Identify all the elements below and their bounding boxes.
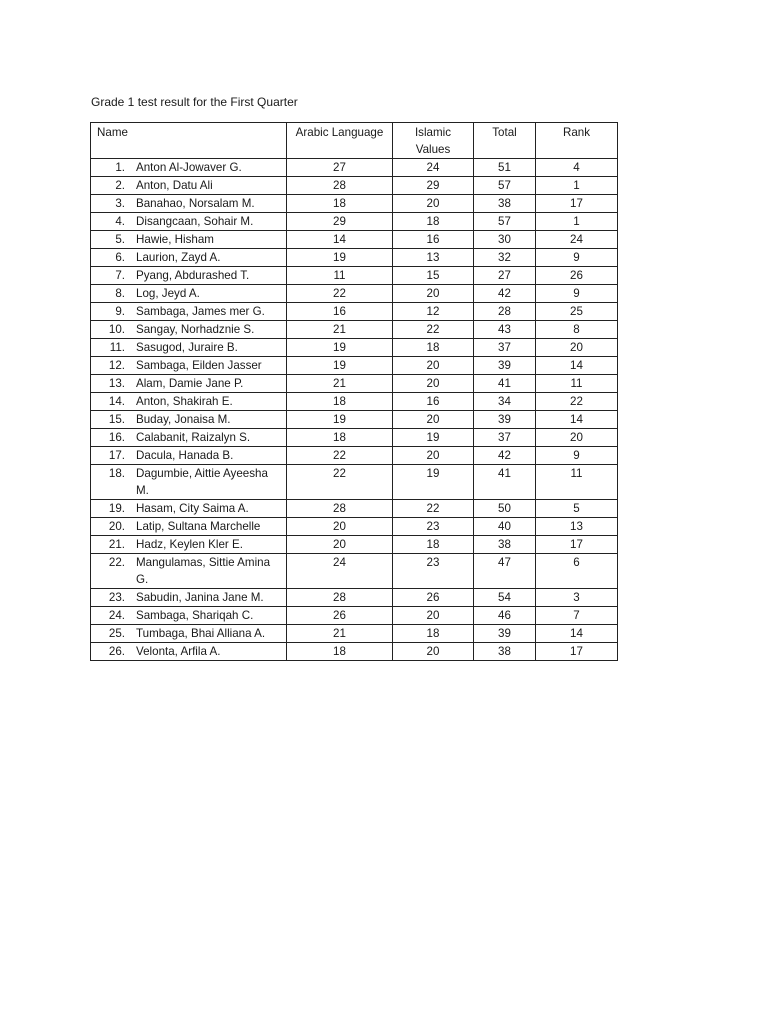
student-name: Pyang, Abdurashed T. <box>136 269 250 282</box>
student-cell <box>91 411 287 429</box>
student-name: Velonta, Arfila A. <box>136 645 221 658</box>
islamic-score-cell: 20 <box>393 411 474 429</box>
rank-cell: 5 <box>536 500 618 518</box>
total-cell: 38 <box>474 536 536 554</box>
rank-cell: 17 <box>536 195 618 213</box>
row-number: 17. <box>108 449 125 462</box>
row-number: 10. <box>108 323 125 336</box>
arabic-score-cell: 20 <box>287 536 393 554</box>
student-name: Latip, Sultana Marchelle <box>136 520 261 533</box>
rank-cell: 1 <box>536 177 618 195</box>
arabic-score-cell: 16 <box>287 303 393 321</box>
table-row <box>91 159 618 177</box>
table-body <box>91 159 618 661</box>
islamic-score-cell: 20 <box>393 375 474 393</box>
total-cell: 57 <box>474 213 536 231</box>
student-cell <box>91 195 287 213</box>
total-cell: 40 <box>474 518 536 536</box>
row-number: 1. <box>115 161 125 174</box>
rank-cell: 1 <box>536 213 618 231</box>
row-number: 2. <box>115 179 125 192</box>
arabic-score-cell: 20 <box>287 518 393 536</box>
rank-cell: 9 <box>536 285 618 303</box>
row-number: 13. <box>108 377 125 390</box>
row-number: 7. <box>115 269 125 282</box>
table-row <box>91 465 618 500</box>
total-cell: 38 <box>474 195 536 213</box>
table-row <box>91 249 618 267</box>
arabic-score-cell: 27 <box>287 159 393 177</box>
row-number: 3. <box>115 197 125 210</box>
rank-cell: 8 <box>536 321 618 339</box>
total-cell: 28 <box>474 303 536 321</box>
student-cell <box>91 607 287 625</box>
total-cell: 37 <box>474 339 536 357</box>
islamic-score-cell: 16 <box>393 393 474 411</box>
table-row <box>91 321 618 339</box>
arabic-score-cell: 18 <box>287 429 393 447</box>
rank-cell: 24 <box>536 231 618 249</box>
student-cell <box>91 357 287 375</box>
student-cell <box>91 589 287 607</box>
total-cell: 30 <box>474 231 536 249</box>
student-cell <box>91 536 287 554</box>
row-number: 24. <box>108 609 125 622</box>
rank-cell: 25 <box>536 303 618 321</box>
table-row <box>91 625 618 643</box>
total-cell: 43 <box>474 321 536 339</box>
header-arabic-language: Arabic Language <box>287 123 393 159</box>
student-cell <box>91 375 287 393</box>
rank-cell: 11 <box>536 375 618 393</box>
student-name: Sabudin, Janina Jane M. <box>136 591 264 604</box>
header-rank: Rank <box>536 123 618 159</box>
student-name: Calabanit, Raizalyn S. <box>136 431 251 444</box>
row-number: 8. <box>115 287 125 300</box>
student-cell <box>91 500 287 518</box>
table-row <box>91 231 618 249</box>
arabic-score-cell: 18 <box>287 393 393 411</box>
row-number: 15. <box>108 413 125 426</box>
student-cell <box>91 159 287 177</box>
table-row <box>91 357 618 375</box>
arabic-score-cell: 26 <box>287 607 393 625</box>
row-number: 5. <box>115 233 125 246</box>
header-row <box>91 123 618 159</box>
total-cell: 51 <box>474 159 536 177</box>
total-cell: 38 <box>474 643 536 661</box>
arabic-score-cell: 14 <box>287 231 393 249</box>
total-cell: 50 <box>474 500 536 518</box>
arabic-score-cell: 19 <box>287 411 393 429</box>
student-cell <box>91 554 287 589</box>
student-name: Log, Jeyd A. <box>136 287 200 300</box>
student-cell <box>91 213 287 231</box>
total-cell: 32 <box>474 249 536 267</box>
islamic-score-cell: 16 <box>393 231 474 249</box>
islamic-score-cell: 20 <box>393 607 474 625</box>
islamic-score-cell: 13 <box>393 249 474 267</box>
arabic-score-cell: 28 <box>287 589 393 607</box>
table-row <box>91 303 618 321</box>
table-row <box>91 589 618 607</box>
table-row <box>91 375 618 393</box>
islamic-score-cell: 26 <box>393 589 474 607</box>
student-cell <box>91 177 287 195</box>
student-cell <box>91 267 287 285</box>
student-name: Sambaga, Shariqah C. <box>136 609 254 622</box>
arabic-score-cell: 21 <box>287 321 393 339</box>
table-row <box>91 607 618 625</box>
table-row <box>91 339 618 357</box>
islamic-score-cell: 12 <box>393 303 474 321</box>
total-cell: 57 <box>474 177 536 195</box>
arabic-score-cell: 18 <box>287 195 393 213</box>
total-cell: 42 <box>474 447 536 465</box>
student-name: Anton Al-Jowaver G. <box>136 161 242 174</box>
total-cell: 54 <box>474 589 536 607</box>
student-name: Hadz, Keylen Kler E. <box>136 538 243 551</box>
student-name: Mangulamas, Sittie Amina G. <box>136 556 271 586</box>
arabic-score-cell: 19 <box>287 339 393 357</box>
arabic-score-cell: 19 <box>287 357 393 375</box>
row-number: 25. <box>108 627 125 640</box>
student-cell <box>91 339 287 357</box>
table-row <box>91 267 618 285</box>
rank-cell: 22 <box>536 393 618 411</box>
student-cell <box>91 285 287 303</box>
student-cell <box>91 447 287 465</box>
table-row <box>91 536 618 554</box>
header-islamic-values: Islamic Values <box>393 123 474 159</box>
table-row <box>91 177 618 195</box>
page-title: Grade 1 test result for the First Quarter <box>91 95 298 109</box>
arabic-score-cell: 21 <box>287 625 393 643</box>
total-cell: 37 <box>474 429 536 447</box>
student-name: Hasam, City Saima A. <box>136 502 249 515</box>
arabic-score-cell: 19 <box>287 249 393 267</box>
table-row <box>91 195 618 213</box>
islamic-score-cell: 19 <box>393 429 474 447</box>
header-name: Name <box>91 123 287 159</box>
row-number: 18. <box>108 467 125 480</box>
student-name: Banahao, Norsalam M. <box>136 197 255 210</box>
islamic-score-cell: 15 <box>393 267 474 285</box>
student-name: Dacula, Hanada B. <box>136 449 234 462</box>
islamic-score-cell: 19 <box>393 465 474 500</box>
row-number: 22. <box>108 556 125 569</box>
islamic-score-cell: 24 <box>393 159 474 177</box>
row-number: 26. <box>108 645 125 658</box>
arabic-score-cell: 22 <box>287 447 393 465</box>
islamic-score-cell: 20 <box>393 195 474 213</box>
islamic-score-cell: 18 <box>393 625 474 643</box>
student-name: Disangcaan, Sohair M. <box>136 215 254 228</box>
arabic-score-cell: 11 <box>287 267 393 285</box>
student-name: Anton, Datu Ali <box>136 179 213 192</box>
arabic-score-cell: 18 <box>287 643 393 661</box>
table-row <box>91 429 618 447</box>
row-number: 4. <box>115 215 125 228</box>
row-number: 20. <box>108 520 125 533</box>
rank-cell: 20 <box>536 429 618 447</box>
row-number: 19. <box>108 502 125 515</box>
islamic-score-cell: 22 <box>393 500 474 518</box>
total-cell: 42 <box>474 285 536 303</box>
student-cell <box>91 321 287 339</box>
student-name: Anton, Shakirah E. <box>136 395 233 408</box>
islamic-score-cell: 18 <box>393 536 474 554</box>
total-cell: 34 <box>474 393 536 411</box>
total-cell: 39 <box>474 411 536 429</box>
rank-cell: 14 <box>536 357 618 375</box>
row-number: 14. <box>108 395 125 408</box>
student-cell <box>91 303 287 321</box>
table-row <box>91 643 618 661</box>
total-cell: 39 <box>474 625 536 643</box>
student-name: Laurion, Zayd A. <box>136 251 221 264</box>
student-cell <box>91 429 287 447</box>
rank-cell: 9 <box>536 249 618 267</box>
row-number: 11. <box>109 341 125 354</box>
student-name: Sambaga, James mer G. <box>136 305 265 318</box>
header-total: Total <box>474 123 536 159</box>
islamic-score-cell: 18 <box>393 339 474 357</box>
rank-cell: 26 <box>536 267 618 285</box>
student-cell <box>91 643 287 661</box>
row-number: 21. <box>108 538 125 551</box>
student-name: Tumbaga, Bhai Alliana A. <box>136 627 266 640</box>
total-cell: 46 <box>474 607 536 625</box>
rank-cell: 20 <box>536 339 618 357</box>
rank-cell: 11 <box>536 465 618 500</box>
table-row <box>91 393 618 411</box>
islamic-score-cell: 20 <box>393 285 474 303</box>
arabic-score-cell: 28 <box>287 500 393 518</box>
row-number: 9. <box>115 305 125 318</box>
student-name: Alam, Damie Jane P. <box>136 377 244 390</box>
arabic-score-cell: 22 <box>287 465 393 500</box>
table-row <box>91 285 618 303</box>
arabic-score-cell: 29 <box>287 213 393 231</box>
total-cell: 27 <box>474 267 536 285</box>
student-name: Sambaga, Eilden Jasser <box>136 359 262 372</box>
islamic-score-cell: 18 <box>393 213 474 231</box>
rank-cell: 14 <box>536 625 618 643</box>
row-number: 23. <box>108 591 125 604</box>
arabic-score-cell: 21 <box>287 375 393 393</box>
total-cell: 41 <box>474 375 536 393</box>
islamic-score-cell: 20 <box>393 447 474 465</box>
islamic-score-cell: 23 <box>393 518 474 536</box>
table-row <box>91 500 618 518</box>
student-cell <box>91 231 287 249</box>
student-name: Hawie, Hisham <box>136 233 214 246</box>
rank-cell: 6 <box>536 554 618 589</box>
row-number: 16. <box>108 431 125 444</box>
results-table <box>90 122 618 661</box>
arabic-score-cell: 24 <box>287 554 393 589</box>
islamic-score-cell: 20 <box>393 643 474 661</box>
islamic-score-cell: 20 <box>393 357 474 375</box>
student-cell <box>91 465 287 500</box>
rank-cell: 7 <box>536 607 618 625</box>
row-number: 6. <box>115 251 125 264</box>
rank-cell: 4 <box>536 159 618 177</box>
islamic-score-cell: 23 <box>393 554 474 589</box>
student-name: Sangay, Norhadznie S. <box>136 323 255 336</box>
table-row <box>91 447 618 465</box>
total-cell: 41 <box>474 465 536 500</box>
total-cell: 47 <box>474 554 536 589</box>
student-name: Dagumbie, Aittie Ayeesha M. <box>136 467 268 497</box>
rank-cell: 17 <box>536 536 618 554</box>
student-cell <box>91 249 287 267</box>
student-name: Buday, Jonaisa M. <box>136 413 231 426</box>
table-row <box>91 213 618 231</box>
student-cell <box>91 625 287 643</box>
arabic-score-cell: 22 <box>287 285 393 303</box>
islamic-score-cell: 22 <box>393 321 474 339</box>
islamic-score-cell: 29 <box>393 177 474 195</box>
student-cell <box>91 393 287 411</box>
rank-cell: 13 <box>536 518 618 536</box>
arabic-score-cell: 28 <box>287 177 393 195</box>
student-name: Sasugod, Juraire B. <box>136 341 238 354</box>
rank-cell: 17 <box>536 643 618 661</box>
row-number: 12. <box>108 359 125 372</box>
rank-cell: 9 <box>536 447 618 465</box>
total-cell: 39 <box>474 357 536 375</box>
table-row <box>91 554 618 589</box>
rank-cell: 14 <box>536 411 618 429</box>
table-row <box>91 411 618 429</box>
table-row <box>91 518 618 536</box>
student-cell <box>91 518 287 536</box>
rank-cell: 3 <box>536 589 618 607</box>
